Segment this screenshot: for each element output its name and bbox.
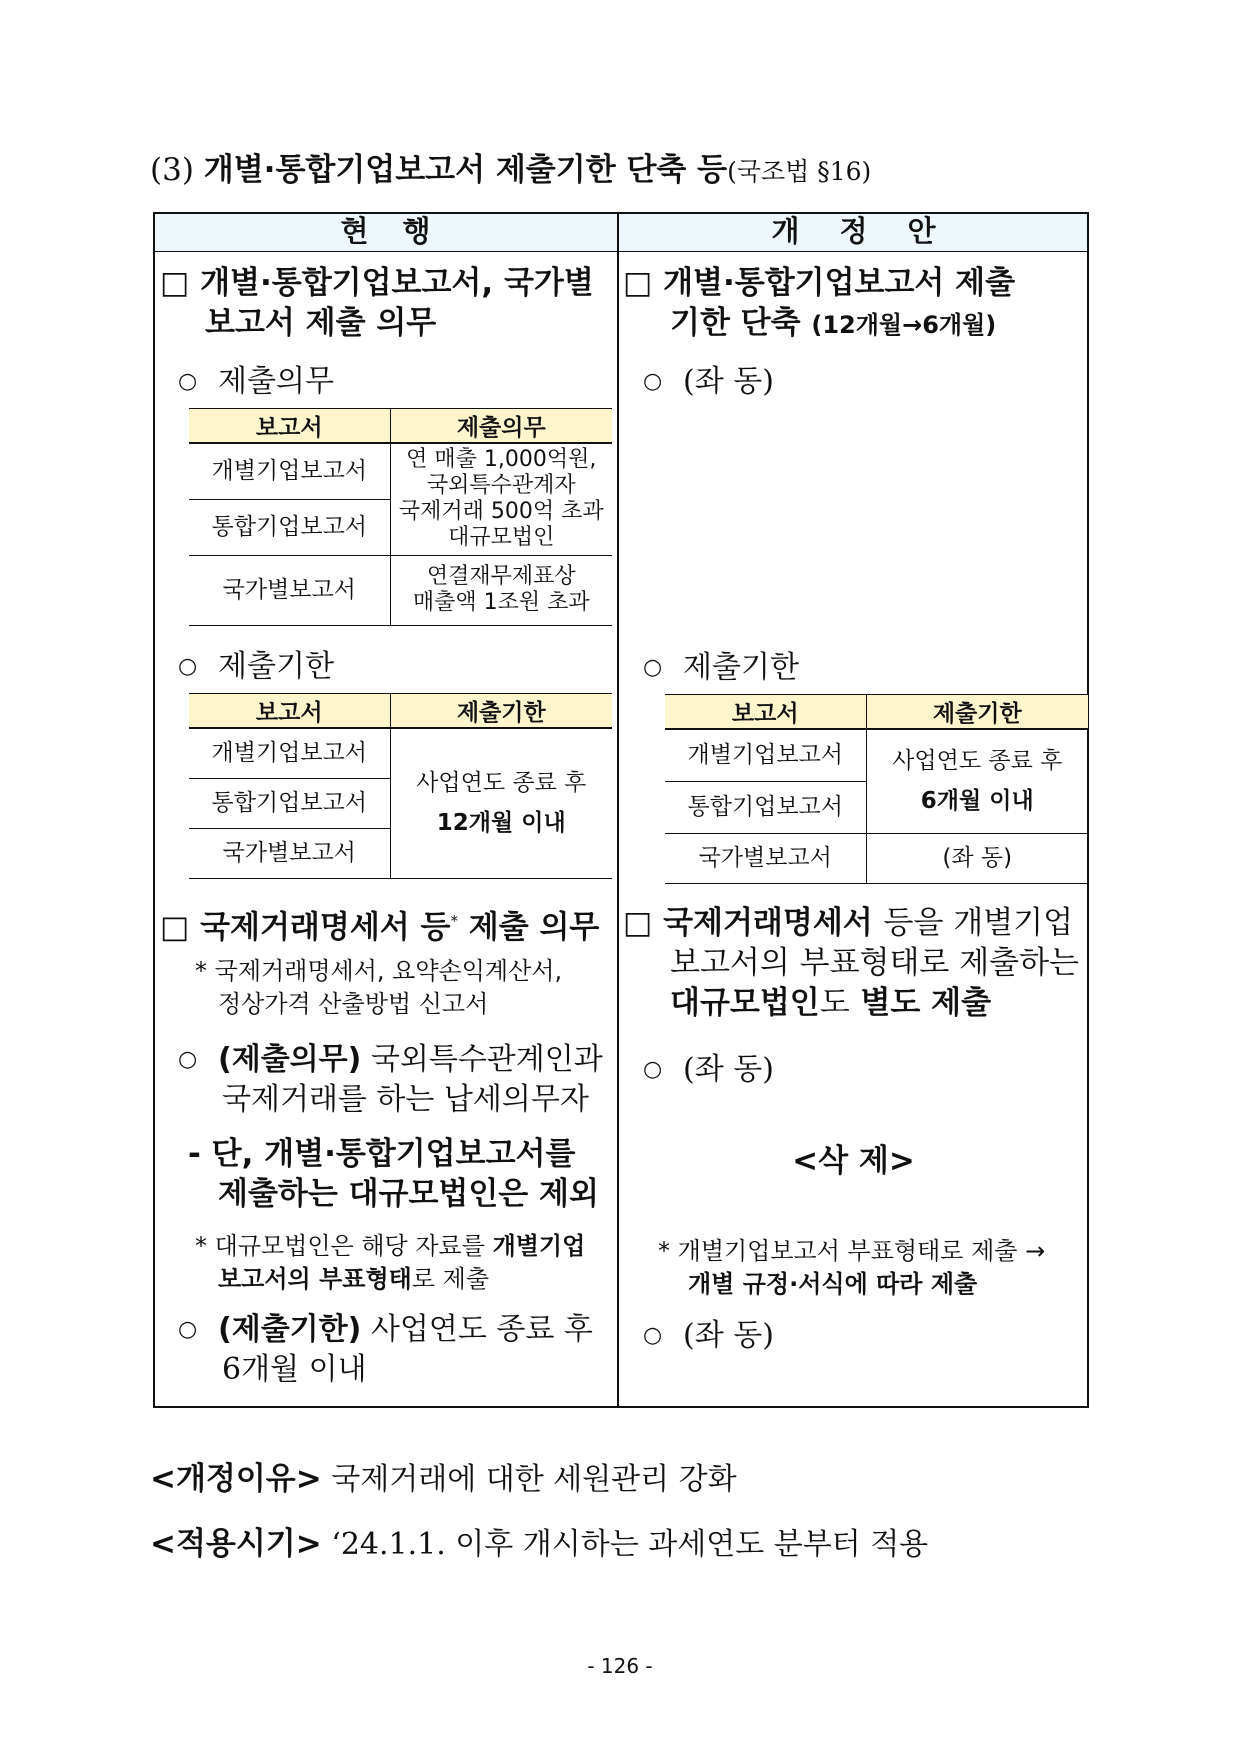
right-footnote: * 개별기업보고서 부표형태로 제출 → (658, 1237, 1046, 1265)
left-footnote-1-line2: 정상가격 산출방법 신고서 (218, 990, 489, 1018)
left-exception-line2: 제출하는 대규모법인은 제외 (218, 1176, 599, 1212)
left-bullet-deadline-2: ○ (제출기한) 사업연도 종료 후 (178, 1310, 593, 1350)
checkbox-square-icon: □ (623, 905, 653, 941)
left-footnote-1: * 국제거래명세서, 요약손익계산서, (195, 957, 563, 985)
left-section-1-heading: □ 개별·통합기업보고서, 국가별 (160, 265, 594, 301)
table-row: 개별기업보고서 (189, 728, 390, 778)
page-number: - 126 - (587, 1654, 653, 1678)
column-divider (617, 212, 619, 1408)
circle-bullet-icon: ○ (178, 369, 198, 394)
right-section-2-line2: 보고서의 부표형태로 제출하는 (670, 945, 1080, 981)
left-bullet-deadline-2-line2: 6개월 이내 (222, 1352, 367, 1387)
table-row: 통합기업보고서 (189, 499, 390, 555)
right-deadline-table (665, 694, 1088, 884)
right-footnote-line2: 개별 규정·서식에 따라 제출 (688, 1270, 978, 1298)
left-bullet-obligation-2: ○ (제출의무) 국외특수관계인과 (178, 1040, 603, 1080)
circle-bullet-icon: ○ (178, 1047, 198, 1072)
effective-date: <적용시기> ‘24.1.1. 이후 개시하는 과세연도 분부터 적용 (150, 1526, 929, 1562)
circle-bullet-icon: ○ (643, 1057, 663, 1082)
section-title: (3) 개별·통합기업보고서 제출기한 단축 등(국조법 §16) (150, 152, 872, 188)
circle-bullet-icon: ○ (643, 1323, 663, 1348)
law-reference: (국조법 §16) (727, 157, 872, 186)
left-bullet-obligation-2-line2: 국제거래를 하는 납세의무자 (222, 1082, 589, 1117)
right-section-2-line3: 대규모법인도 별도 제출 (670, 985, 992, 1021)
header-current: 현행 (340, 214, 465, 248)
obligation-value-3: 연결재무제표상 매출액 1조원 초과 (390, 555, 612, 625)
right-bullet-same-2: ○ (좌 동) (643, 1050, 774, 1090)
section-title-main: 개별·통합기업보고서 제출기한 단축 등 (203, 152, 728, 188)
col-header-deadline: 제출기한 (390, 694, 612, 729)
table-row: 통합기업보고서 (665, 781, 866, 833)
left-footnote-2: * 대규모법인은 해당 자료를 개별기업 (195, 1232, 586, 1260)
revision-reason: <개정이유> 국제거래에 대한 세원관리 강화 (150, 1461, 737, 1497)
col-header-obligation: 제출의무 (390, 409, 612, 444)
right-bullet-deadline: ○ 제출기한 (643, 648, 799, 688)
right-section-1-heading-line2: 기한 단축 (12개월→6개월) (670, 305, 997, 341)
right-delete-marker: <삭 제> (792, 1143, 915, 1179)
left-section-1-heading-line2: 보고서 제출 의무 (205, 305, 437, 341)
left-footnote-2-line2: 보고서의 부표형태로 제출 (218, 1265, 490, 1293)
table-row: 통합기업보고서 (189, 778, 390, 828)
circle-bullet-icon: ○ (643, 369, 663, 394)
circle-bullet-icon: ○ (178, 1317, 198, 1342)
left-section-2-heading: □ 국제거래명세서 등* 제출 의무 (160, 909, 600, 946)
table-row: 개별기업보고서 (665, 729, 866, 781)
header-revised: 개정안 (771, 214, 976, 248)
right-bullet-same-3: ○ (좌 동) (643, 1316, 774, 1356)
deadline-value: 사업연도 종료 후 12개월 이내 (390, 728, 612, 878)
left-obligation-table (189, 408, 612, 626)
col-header-report: 보고서 (665, 695, 866, 730)
checkbox-square-icon: □ (160, 265, 190, 301)
col-header-deadline: 제출기한 (866, 695, 1088, 730)
col-header-report: 보고서 (189, 694, 390, 729)
right-section-1-heading: □ 개별·통합기업보고서 제출 (623, 265, 1016, 301)
left-bullet-obligation: ○ 제출의무 (178, 362, 334, 402)
right-bullet-same-1: ○ (좌 동) (643, 362, 774, 402)
obligation-value-1: 연 매출 1,000억원, 국외특수관계자 국제거래 500억 초과 대규모법인 (390, 443, 612, 555)
table-row: 국가별보고서 (189, 555, 390, 625)
deadline-value-same: (좌 동) (866, 833, 1088, 883)
left-deadline-table (189, 693, 612, 879)
left-exception-line1: - 단, 개별·통합기업보고서를 (188, 1136, 576, 1172)
circle-bullet-icon: ○ (643, 655, 663, 680)
checkbox-square-icon: □ (623, 265, 653, 301)
table-row: 국가별보고서 (665, 833, 866, 883)
table-row: 국가별보고서 (189, 828, 390, 878)
col-header-report: 보고서 (189, 409, 390, 444)
right-section-2-heading: □ 국제거래명세서 등을 개별기업 (623, 905, 1074, 941)
deadline-value: 사업연도 종료 후 6개월 이내 (866, 729, 1088, 833)
circle-bullet-icon: ○ (178, 654, 198, 679)
table-row: 개별기업보고서 (189, 443, 390, 499)
left-bullet-deadline: ○ 제출기한 (178, 647, 334, 687)
checkbox-square-icon: □ (160, 909, 190, 946)
